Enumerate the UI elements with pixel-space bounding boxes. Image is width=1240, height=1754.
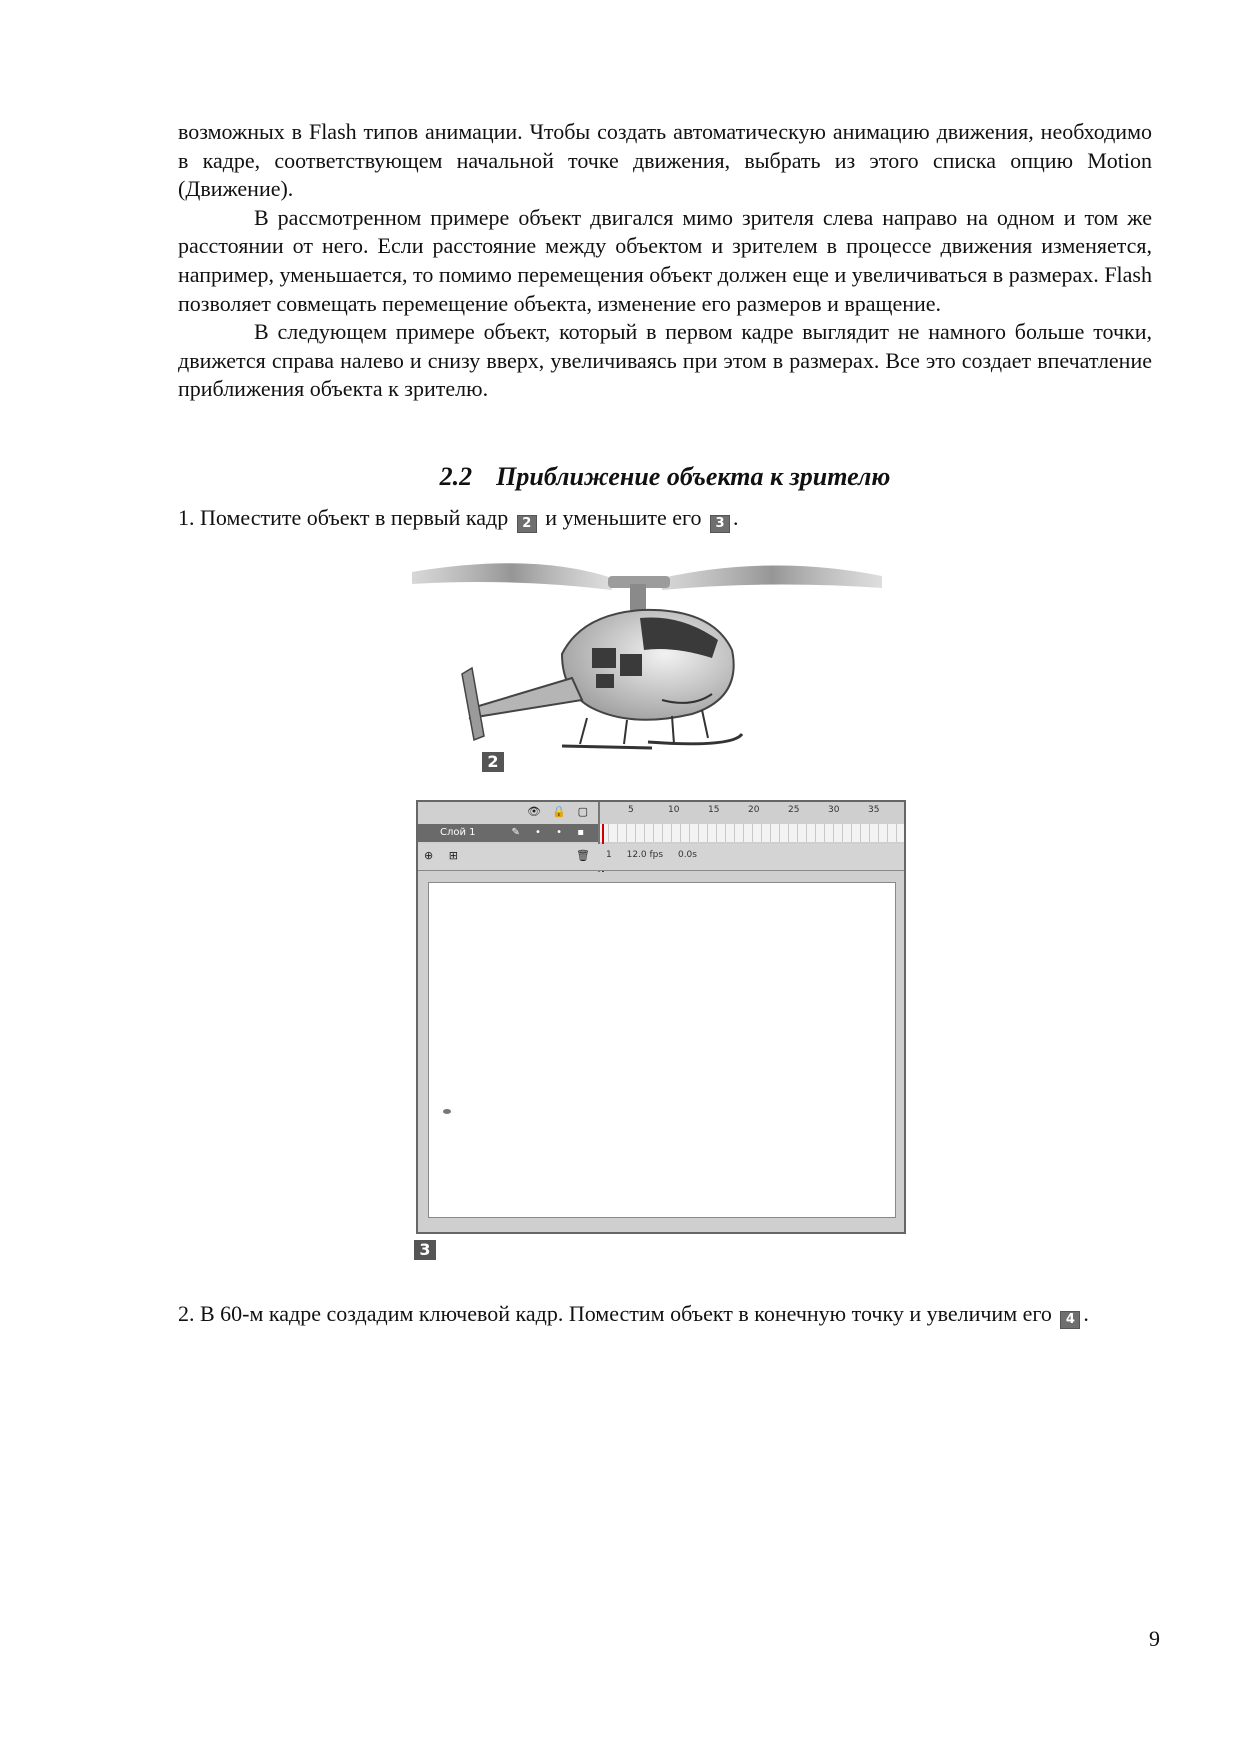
paragraph-1: возможных в Flash типов анимации. Чтобы создать автоматическую анимацию движения, необходимо в кадре, соответствующем начальной точке движения, выбрать из этого списка опцию Motion (Движение). [178,119,1152,202]
timeline-ruler [600,802,904,822]
frame-rate: 12.0 fps [626,850,664,860]
section-number: 2.2 [439,462,473,491]
step-1-text-b: и уменьшите его [545,505,702,530]
small-object[interactable] [443,1109,451,1114]
layer-controls-icons: ✎ • • ▪ [511,827,590,838]
section-heading [178,462,1152,492]
stage-area [418,872,904,1232]
section-title: Приближение объекта к зрителю [496,462,891,491]
step-1-text-c: . [733,505,739,530]
elapsed-time: 0.0s [677,850,697,860]
step-2-text-a: 2. В 60-м кадре создадим ключевой кадр. Поместим объект в конечную точку и увеличим его [178,1301,1052,1326]
layer-row[interactable] [418,824,598,842]
step-2 [178,1300,1152,1329]
stage[interactable] [428,882,896,1218]
figure-ref-4-icon: 4 [1060,1311,1080,1329]
ruler-tick: 10 [668,805,680,815]
layer-name: Слой 1 [440,827,476,838]
figure-ref-2-icon: 2 [517,515,537,533]
layer-header-icons: 👁 🔒 ▢ [526,805,592,818]
ruler-tick: 35 [868,805,880,815]
ruler-tick: 5 [628,805,634,815]
body-text [178,118,1152,404]
ruler-tick: 20 [748,805,760,815]
step-1 [178,504,1152,533]
figure-label-2: 2 [482,752,504,772]
ruler-tick: 30 [828,805,840,815]
helicopter-illustration [412,558,892,778]
step-2-text-b: . [1083,1301,1089,1326]
page-number: 9 [1149,1626,1160,1651]
figure-ref-3-icon: 3 [710,515,730,533]
ruler-tick: 25 [788,805,800,815]
flash-window [416,800,906,1234]
paragraph-2: В рассмотренном примере объект двигался мимо зрителя слева направо на одном и том же расстоянии от него. Если расстояние между объектом и зрителем в процессе движения изменяется, например, уменьшается, то помимо перемещения объект должен еще и увеличиваться в размерах. Flash позволяет совмещать перемещение объекта, изменение его размеров и вращение. [178,204,1152,316]
ruler-tick: 15 [708,805,720,815]
current-frame: 1 [606,850,612,860]
timeline-status [606,850,709,860]
figure-label-3: 3 [414,1240,436,1260]
step-1-text-a: 1. Поместите объект в первый кадр [178,505,509,530]
trash-icon[interactable]: 🗑 [576,849,590,862]
frames-row[interactable] [600,824,904,842]
add-layer-icons[interactable]: ⊕ ⊞ [424,849,464,862]
timeline-status-bar [418,844,904,871]
paragraph-3: В следующем примере объект, который в первом кадре выглядит не намного больше точки, движется справа налево и снизу вверх, увеличиваясь при этом в размерах. Все это создает впечатление приближения объекта к зрителю. [178,319,1152,402]
